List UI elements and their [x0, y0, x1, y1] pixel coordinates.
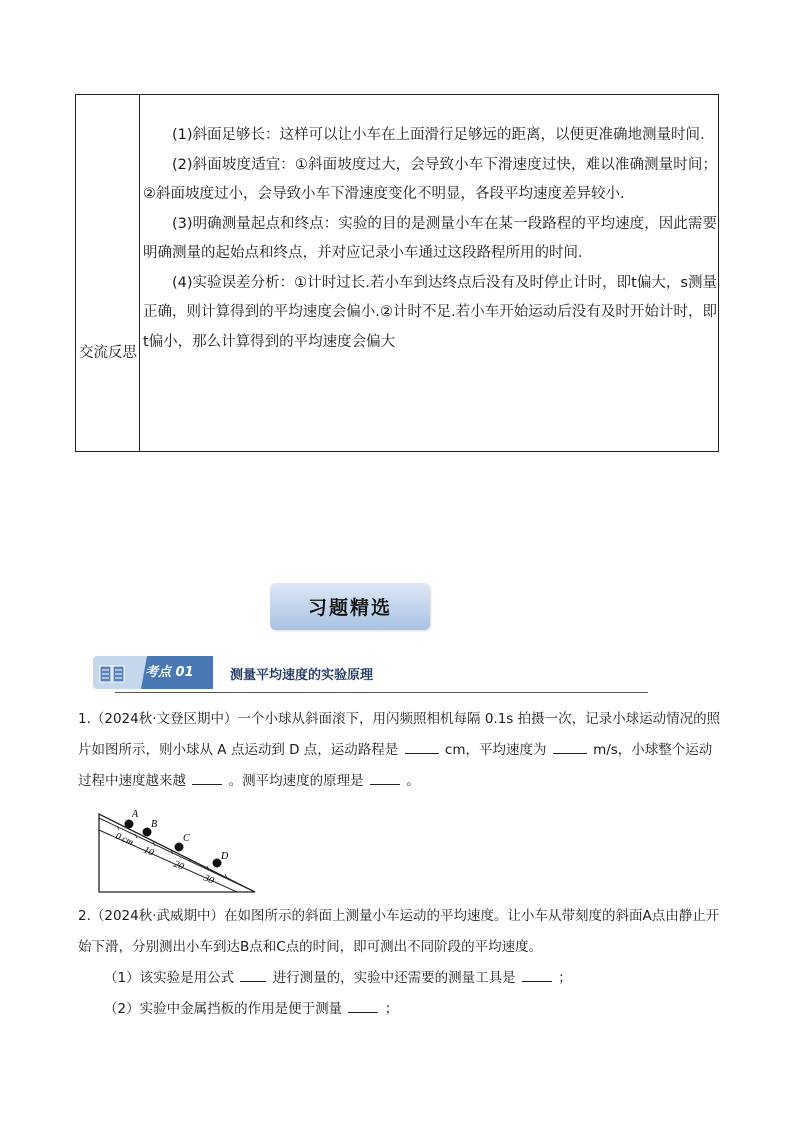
q2-blank-tool[interactable]: [522, 967, 552, 982]
q1-blank-speed[interactable]: [553, 739, 587, 754]
label-d: D: [221, 851, 229, 862]
q2-s2-text-a: （2）实验中金属挡板的作用是便于测量: [104, 1001, 343, 1017]
keypoint-badge: [93, 656, 213, 689]
q1-text-4: 。测平均速度的原理是: [228, 773, 364, 789]
q1-blank-principle[interactable]: [370, 770, 400, 785]
ruler-tick-30: 30: [201, 872, 216, 887]
q1-blank-distance[interactable]: [405, 739, 439, 754]
table-content: [143, 121, 717, 357]
q1-text-5: 。: [406, 773, 420, 789]
q1-text-3: m/s，小球整个运动过程中速度越来越: [78, 742, 713, 789]
question-2: [78, 901, 723, 1025]
label-b: B: [151, 819, 158, 830]
ruler-tick-10: 10: [141, 844, 156, 859]
section-title: 习题精选: [270, 583, 430, 630]
q2-s1-text-c: ；: [558, 970, 572, 986]
book-icon: [99, 665, 125, 683]
q2-s1-text-a: （1）该实验是用公式: [104, 970, 235, 986]
q1-text-1: 1.（2024秋·文登区期中）一个小球从斜面滚下，用闪频照相机每隔 0.1s 拍摄一次，记录小球运动情况的照片如图所示，则小球从 A 点运动到 D 点，运动路程是: [78, 711, 721, 758]
q2-s1-text-b: 进行测量的，实验中还需要的测量工具是: [272, 970, 516, 986]
paragraph-4: (4)实验误差分析：①计时过长.若小车到达终点后没有及时停止计时，即t偏大，s测量正确，则计算得到的平均速度会偏小.②计时不足.若小车开始运动后没有及时开始计时，即t偏小，那么计算得到的平均速度会偏大: [143, 274, 717, 350]
q1-text-2: cm，平均速度为: [444, 742, 547, 758]
question-1: [78, 704, 723, 797]
keypoint-title: 测量平均速度的实验原理: [230, 668, 374, 683]
q2-stem: 2.（2024秋·武威期中）在如图所示的斜面上测量小车运动的平均速度。让小车从带刻度的斜面A点由静止开始下滑，分别测出小车到达B点和C点的时间，即可测出不同阶段的平均速度。: [78, 908, 720, 955]
ball-a: [125, 820, 134, 829]
paragraph-2: (2)斜面坡度适宜：①斜面坡度过大，会导致小车下滑速度过快，难以准确测量时间；②斜面坡度过小，会导致小车下滑速度变化不明显，各段平均速度差异较小.: [143, 156, 717, 202]
reflection-table: [75, 94, 719, 452]
label-c: C: [183, 833, 190, 844]
q1-blank-trend[interactable]: [192, 770, 222, 785]
ruler-unit: 0 cm: [113, 831, 135, 849]
ruler-tick-20: 20: [171, 858, 186, 873]
table-row-label: 交流反思: [79, 345, 137, 361]
paragraph-1: (1)斜面足够长：这样可以让小车在上面滑行足够远的距离，以便更准确地测量时间.: [172, 127, 705, 143]
incline-figure: [95, 808, 260, 894]
q2-blank-measure[interactable]: [348, 998, 378, 1013]
keypoint-label: 考点 01: [145, 665, 194, 680]
paragraph-3: (3)明确测量起点和终点：实验的目的是测量小车在某一段路程的平均速度，因此需要明确测量的起始点和终点，并对应记录小车通过这段路程所用的时间.: [143, 215, 717, 261]
keypoint-header: [93, 656, 653, 696]
table-divider: [139, 95, 140, 451]
label-a: A: [132, 809, 139, 820]
q2-blank-formula[interactable]: [240, 967, 266, 982]
q2-s2-text-b: ；: [384, 1001, 399, 1017]
keypoint-underline: [115, 692, 648, 693]
